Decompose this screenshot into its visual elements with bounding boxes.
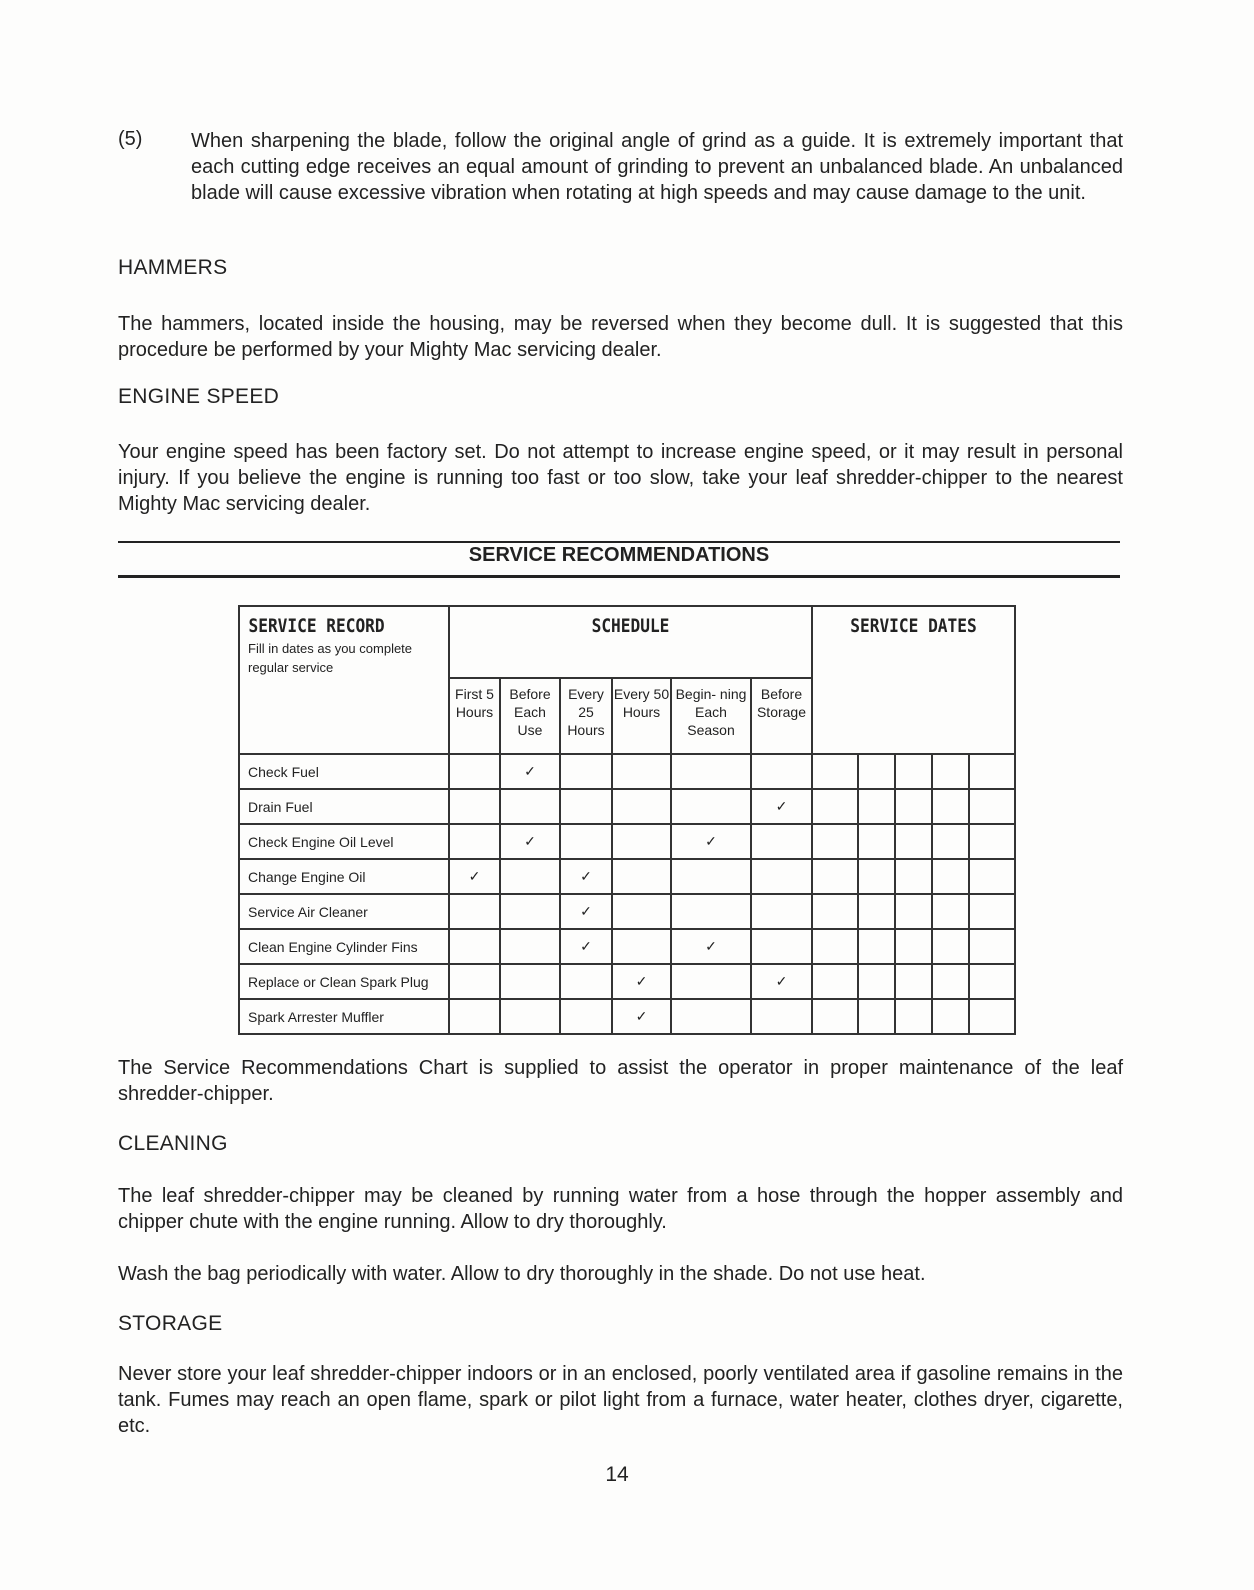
service-date-cell[interactable] [969,859,1015,894]
schedule-cell [751,894,812,929]
task-label: Replace or Clean Spark Plug [239,964,449,999]
schedule-cell [449,754,500,789]
service-date-cell[interactable] [812,999,858,1034]
schedule-cell [671,754,751,789]
table-row [239,824,1015,859]
schedule-cell [612,894,671,929]
service-date-cell[interactable] [969,964,1015,999]
table-row [239,999,1015,1034]
check-mark-icon: ✓ [612,999,671,1034]
schedule-cell [449,824,500,859]
service-record-note: Fill in dates as you complete regular service [248,641,413,675]
schedule-column-header: First 5 Hours [449,678,500,754]
service-date-cell[interactable] [932,754,969,789]
check-mark-icon: ✓ [671,929,751,964]
schedule-cell [612,929,671,964]
schedule-cell [449,929,500,964]
task-label: Check Engine Oil Level [239,824,449,859]
service-date-cell[interactable] [812,789,858,824]
schedule-cell [500,789,560,824]
schedule-cell [751,929,812,964]
schedule-cell [449,894,500,929]
table-row [239,894,1015,929]
schedule-cell [612,754,671,789]
service-date-cell[interactable] [932,964,969,999]
service-date-cell[interactable] [812,894,858,929]
schedule-cell [560,964,612,999]
task-label: Spark Arrester Muffler [239,999,449,1034]
check-mark-icon: ✓ [500,824,560,859]
schedule-cell [612,824,671,859]
service-date-cell[interactable] [812,824,858,859]
schedule-cell [449,964,500,999]
schedule-cell [449,789,500,824]
table-row [239,859,1015,894]
table-row [239,754,1015,789]
engine-speed-text: Your engine speed has been factory set. Do not attempt to increase engine speed, or it may result in personal injury. If you believe the engine is running too fast or too slow, take your leaf shredder-chipper to the nearest Mighty Mac servicing dealer. [118,441,1123,515]
task-label: Check Fuel [239,754,449,789]
service-date-cell[interactable] [895,999,932,1034]
check-mark-icon: ✓ [671,824,751,859]
cleaning-text-2: Wash the bag periodically with water. Allow to dry thoroughly in the shade. Do not use heat. [118,1263,926,1285]
check-mark-icon: ✓ [449,859,500,894]
schedule-cell [751,824,812,859]
storage-heading: STORAGE [118,1312,223,1335]
schedule-heading: SCHEDULE [476,606,785,678]
service-date-cell[interactable] [812,754,858,789]
table-row [239,964,1015,999]
service-record-header [239,606,449,754]
schedule-column-header: Before Each Use [500,678,560,754]
task-label: Change Engine Oil [239,859,449,894]
service-note: The Service Recommendations Chart is supplied to assist the operator in proper maintenance of the leaf shredder-chipper. [118,1057,1123,1105]
service-date-cell[interactable] [969,754,1015,789]
service-date-cell[interactable] [932,824,969,859]
service-date-cell[interactable] [969,824,1015,859]
schedule-cell [500,894,560,929]
service-dates-heading: SERVICE DATES [827,606,1000,754]
service-date-cell[interactable] [812,929,858,964]
service-date-cell[interactable] [812,964,858,999]
hammers-text: The hammers, located inside the housing, may be reversed when they become dull. It is suggested that this procedure be performed by your Mighty Mac servicing dealer. [118,313,1123,361]
check-mark-icon: ✓ [560,859,612,894]
service-date-cell[interactable] [932,929,969,964]
table-row [239,789,1015,824]
service-date-cell[interactable] [969,929,1015,964]
schedule-cell [612,859,671,894]
page-number: 14 [605,1463,629,1486]
cleaning-text-1: The leaf shredder-chipper may be cleaned by running water from a hose through the hopper assembly and chipper chute with the engine running. Allow to dry thoroughly. [118,1185,1123,1233]
schedule-cell [560,824,612,859]
check-mark-icon: ✓ [751,964,812,999]
service-date-cell[interactable] [858,754,895,789]
service-date-cell[interactable] [895,754,932,789]
cleaning-heading: CLEANING [118,1132,228,1155]
schedule-cell [560,754,612,789]
service-date-cell[interactable] [932,859,969,894]
schedule-cell [500,929,560,964]
schedule-column-header: Every 50 Hours [612,678,671,754]
schedule-cell [671,789,751,824]
service-date-cell[interactable] [895,929,932,964]
service-date-cell[interactable] [858,894,895,929]
service-date-cell[interactable] [858,824,895,859]
hammers-heading: HAMMERS [118,256,228,279]
service-recommendations-banner [118,541,1120,578]
service-table [238,605,1016,1035]
table-row [239,929,1015,964]
storage-text: Never store your leaf shredder-chipper indoors or in an enclosed, poorly ventilated area if gasoline remains in the tank. Fumes may reach an open flame, spark or pilot light from a furnace, water heater, clothes dryer, cigarette, etc. [118,1363,1123,1437]
schedule-cell [560,789,612,824]
schedule-cell [671,859,751,894]
service-date-cell[interactable] [895,824,932,859]
service-title: SERVICE RECOMMENDATIONS [468,544,770,566]
check-mark-icon: ✓ [500,754,560,789]
schedule-cell [751,754,812,789]
service-date-cell[interactable] [812,859,858,894]
service-record-heading: SERVICE RECORD [248,615,385,637]
check-mark-icon: ✓ [560,929,612,964]
schedule-cell [500,999,560,1034]
schedule-cell [449,999,500,1034]
schedule-cell [500,964,560,999]
schedule-column-header: Every 25 Hours [560,678,612,754]
schedule-cell [612,789,671,824]
service-date-cell[interactable] [969,999,1015,1034]
service-date-cell[interactable] [895,859,932,894]
schedule-cell [671,894,751,929]
task-label: Service Air Cleaner [239,894,449,929]
engine-speed-heading: ENGINE SPEED [118,385,280,408]
service-date-cell[interactable] [858,964,895,999]
service-date-cell[interactable] [858,999,895,1034]
service-date-cell[interactable] [858,929,895,964]
check-mark-icon: ✓ [612,964,671,999]
service-date-cell[interactable] [895,894,932,929]
schedule-column-header: Before Storage [751,678,812,754]
step-5-text: When sharpening the blade, follow the original angle of grind as a guide. It is extremely important that each cutting edge receives an equal amount of grinding to prevent an unbalanced blade. An unbalanced blade will cause excessive vibration when rotating at high speeds and may cause damage to the unit. [191,130,1123,204]
service-date-cell[interactable] [969,789,1015,824]
service-date-cell[interactable] [895,964,932,999]
schedule-cell [751,999,812,1034]
check-mark-icon: ✓ [751,789,812,824]
schedule-cell [671,964,751,999]
schedule-cell [500,859,560,894]
service-date-cell[interactable] [932,894,969,929]
service-date-cell[interactable] [858,789,895,824]
service-date-cell[interactable] [932,999,969,1034]
schedule-cell [560,999,612,1034]
service-date-cell[interactable] [969,894,1015,929]
service-date-cell[interactable] [895,789,932,824]
task-label: Clean Engine Cylinder Fins [239,929,449,964]
service-date-cell[interactable] [858,859,895,894]
schedule-cell [671,999,751,1034]
service-date-cell[interactable] [932,789,969,824]
schedule-column-header: Begin- ning Each Season [671,678,751,754]
task-label: Drain Fuel [239,789,449,824]
schedule-cell [751,859,812,894]
step-number: (5) [118,128,143,150]
check-mark-icon: ✓ [560,894,612,929]
